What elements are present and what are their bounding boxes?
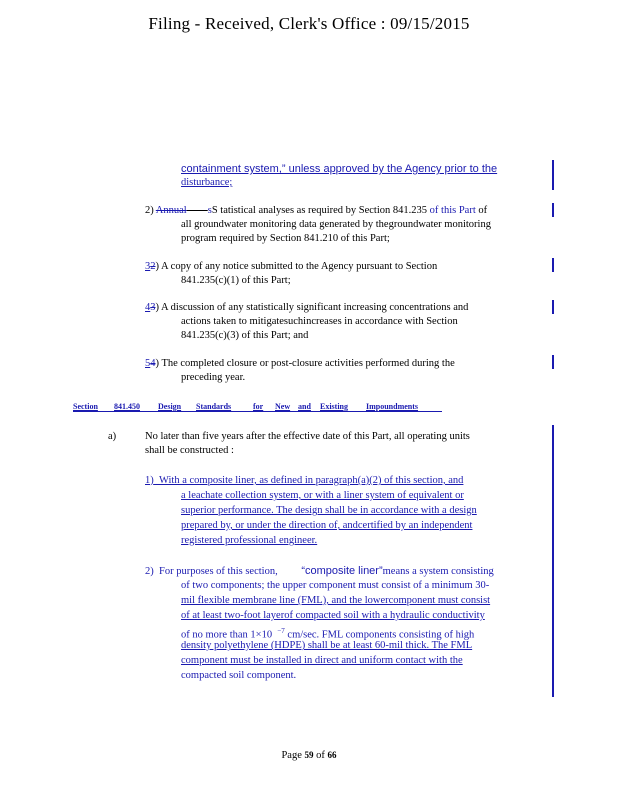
para-a-line-1: No later than five years after the effective date of this Part, all operating units <box>145 431 470 442</box>
sub-text: of no more than 1×10 <box>181 629 273 641</box>
sub-text: means a system consisting <box>382 566 494 577</box>
para-a-line-2: shall be constructed : <box>145 445 234 456</box>
sub-2-line-4: of at least two-foot layerof compacted soil with a hydraulic conductivity <box>181 610 485 621</box>
section-title-word: New <box>275 402 291 411</box>
sub-1-line-5: registered professional engineer. <box>181 535 318 546</box>
item-2 <box>145 204 487 218</box>
deleted-text: Annual <box>155 205 187 216</box>
change-bar <box>552 300 554 314</box>
page-label: Page <box>281 750 302 761</box>
sub-1-line-4: prepared by, or under the direction of, andcertified by an independent <box>181 520 473 531</box>
page-of: of <box>316 750 325 761</box>
item-3-line-2: 841.235(c)(1) of this Part; <box>181 275 291 286</box>
sub-2-line-3: mil flexible membrane line (FML), and the lowercomponent must consist <box>181 595 491 606</box>
item-text: S tatistical analyses as required by Section 841.235 <box>211 205 428 216</box>
sub-number: 1) <box>145 475 154 486</box>
section-underline <box>73 411 442 412</box>
change-bar <box>552 160 554 190</box>
sub-number: 2) <box>145 566 154 577</box>
sub-2-line-1 <box>145 564 494 579</box>
section-number: 841.450 <box>114 402 140 411</box>
section-title-word: and <box>298 402 311 411</box>
item-3 <box>145 260 437 274</box>
sub-2-line-2: of two components; the upper component must consist of a minimum 30- <box>181 580 490 591</box>
deleted-number: 3 <box>150 302 156 313</box>
defined-term: “composite liner” <box>301 565 383 577</box>
section-title-word: Existing <box>320 402 349 411</box>
inserted-number: 5 <box>145 358 151 369</box>
section-title-word: for <box>253 402 264 411</box>
sub-2-line-8: compacted soil component. <box>181 670 297 681</box>
item-2-line-3: program required by Section 841.210 of this Part; <box>181 233 390 244</box>
page-total: 66 <box>327 750 337 760</box>
item-4-line-2: actions taken to mitigatesuchincreases in accordance with Section <box>181 316 458 327</box>
inserted-number: 3 <box>145 261 151 272</box>
item-number: ) <box>155 261 159 272</box>
item-text: The completed closure or post-closure activities performed during the <box>161 358 455 369</box>
inserted-text: of this Part <box>429 205 476 216</box>
change-bar <box>552 203 554 217</box>
item-number: 2) <box>145 205 154 216</box>
item-4 <box>145 301 468 315</box>
section-title-word: Design <box>158 402 182 411</box>
item-number: ) <box>155 358 159 369</box>
exponent: −7 <box>277 627 285 635</box>
deleted-rule: ​ <box>186 205 208 216</box>
item-4-line-3: 841.235(c)(3) of this Part; and <box>181 330 309 341</box>
sub-1-line-1 <box>145 474 463 488</box>
sub-2-line-7: component must be installed in direct and uniform contact with the <box>181 655 463 666</box>
section-label: Section <box>73 402 98 411</box>
change-bar <box>552 355 554 369</box>
filing-header: Filing - Received, Clerk's Office : 09/15/2015 <box>148 14 470 33</box>
item-text: A copy of any notice submitted to the Agency pursuant to Section <box>161 261 438 272</box>
change-bar <box>552 258 554 272</box>
page-footer <box>0 750 618 761</box>
item-5 <box>145 357 455 371</box>
item-number: ) <box>155 302 159 313</box>
deleted-number: 4 <box>150 358 156 369</box>
sub-1-line-2: a leachate collection system, or with a liner system of equivalent or <box>181 490 464 501</box>
section-title-word: Standards <box>196 402 232 411</box>
item-2-line-2: all groundwater monitoring data generated by thegroundwater monitoring <box>181 219 491 230</box>
change-bar <box>552 425 554 697</box>
para-a-letter: a) <box>108 431 117 442</box>
sub-2-line-6: density polyethylene (HDPE) shall be at least 60-mil thick. The FML <box>181 640 473 651</box>
sub-text: For purposes of this section, <box>159 566 278 577</box>
inserted-number: 4 <box>145 302 151 313</box>
sub-1-line-3: superior performance. The design shall be in accordance with a design <box>181 505 477 516</box>
section-title-word: Impoundments <box>366 402 419 411</box>
sub-text: With a composite liner, as defined in paragraph(a)(2) of this section, and <box>159 475 464 486</box>
item-text: A discussion of any statistically significant increasing concentrations and <box>161 302 469 313</box>
inserted-text: s <box>207 205 212 216</box>
page-number: 59 <box>304 750 314 760</box>
sub-text: cm/sec. FML components consisting of high <box>287 629 475 641</box>
item-text: of <box>478 205 488 216</box>
continuation-line-2: disturbance; <box>181 177 233 188</box>
continuation-line-1: containment system,” unless approved by the Agency prior to the <box>181 163 498 175</box>
deleted-number: 2 <box>150 261 156 272</box>
item-5-line-2: preceding year. <box>181 372 246 383</box>
